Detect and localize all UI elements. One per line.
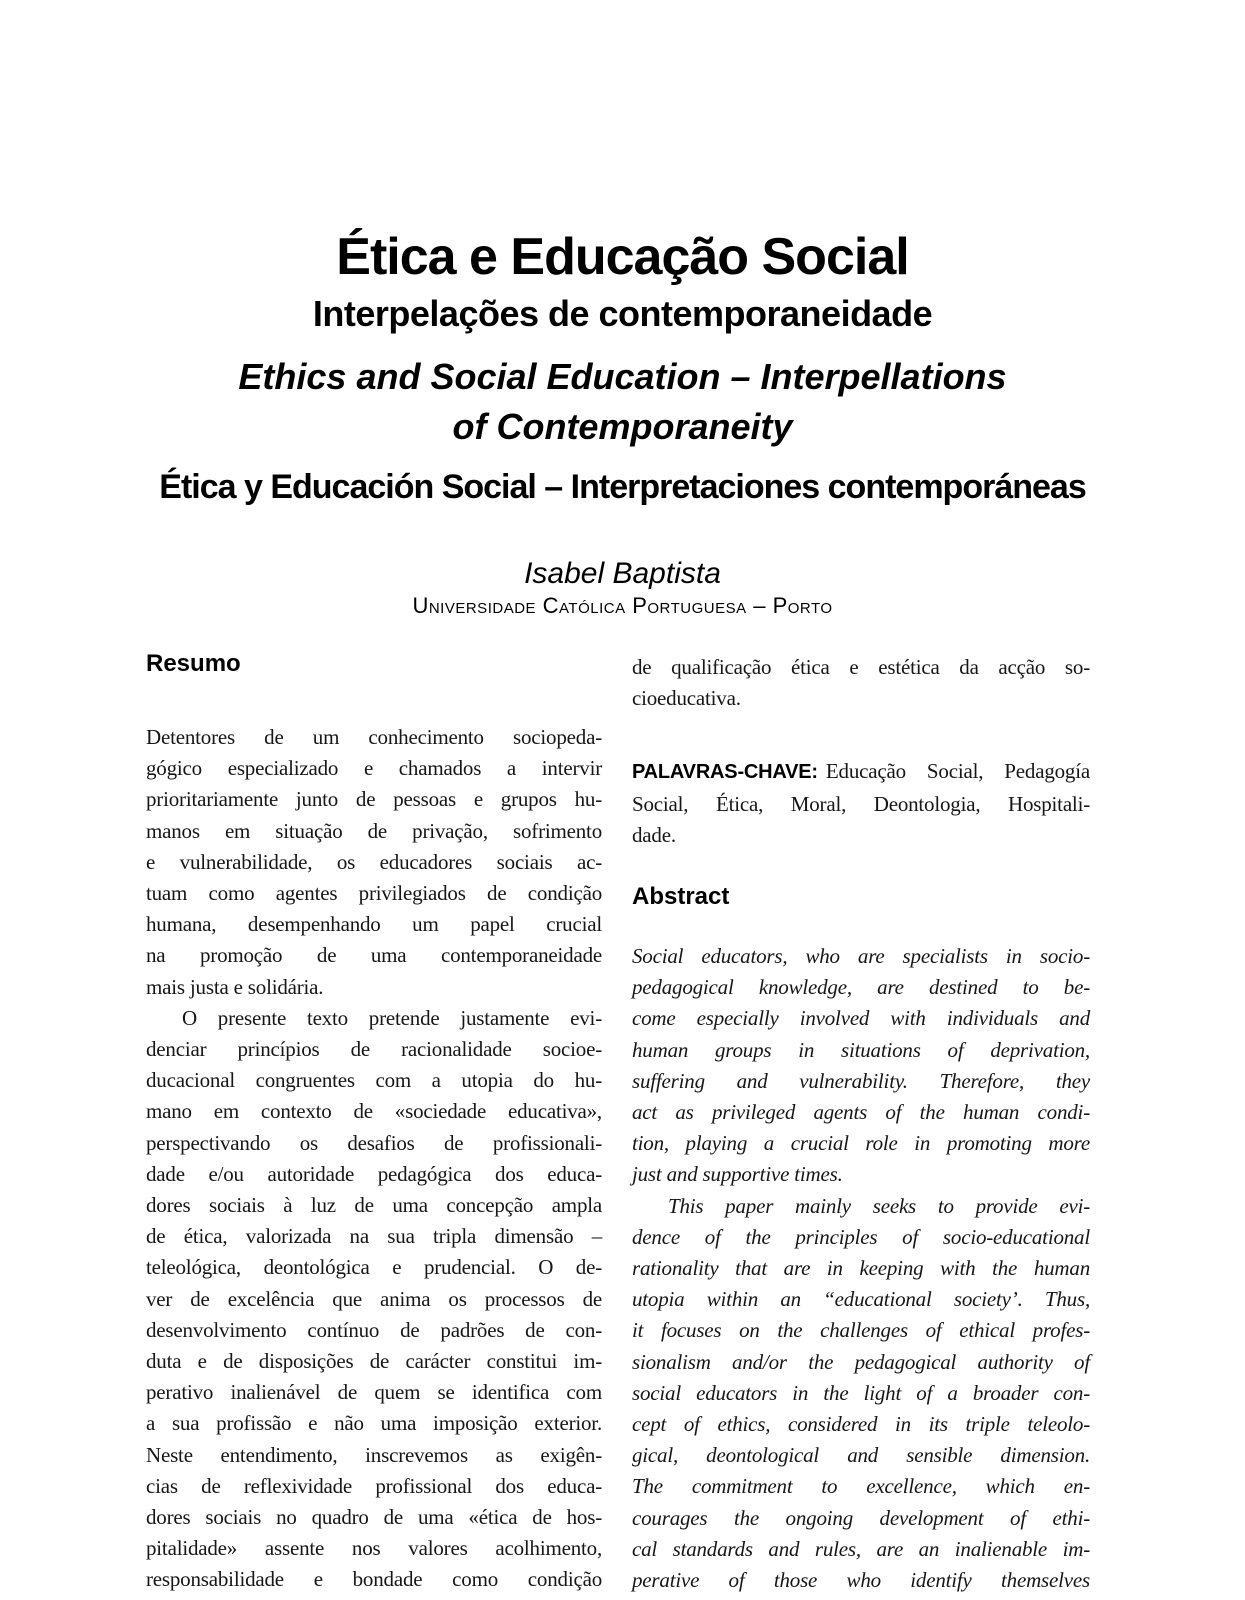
right-column <box>632 648 1090 1596</box>
abstract-heading: Abstract <box>632 883 730 911</box>
text-line: de ética, valorizada na sua tripla dimensão – <box>146 1224 602 1249</box>
text-line: This paper mainly seeks to provide evi- <box>668 1193 1090 1218</box>
text-line: prioritariamente junto de pessoas e grupos hu- <box>146 787 602 812</box>
keywords-rest-lines <box>632 789 1090 851</box>
text-line: dores sociais no quadro de uma «ética de hos- <box>146 1505 602 1530</box>
text-line: gógico especializado e chamados a intervir <box>146 756 602 781</box>
title-block <box>0 0 1245 619</box>
text-line: pitalidade» assente nos valores acolhimento, <box>146 1536 602 1561</box>
text-line: dence of the principles of socio-educational <box>632 1224 1090 1249</box>
text-line: cioeducativa. <box>632 686 741 711</box>
text-line: it focuses on the challenges of ethical profes- <box>632 1318 1090 1343</box>
text-line: perative of those who identify themselves <box>632 1568 1090 1593</box>
text-line: Detentores de um conhecimento sociopeda- <box>146 725 602 749</box>
text-line: denciar princípios de racionalidade socioe- <box>146 1037 602 1062</box>
resumo-heading: Resumo <box>146 650 241 677</box>
title-spanish: Ética y Educación Social – Interpretaciones contemporáneas <box>159 468 1086 506</box>
text-line: pedagogical knowledge, are destined to be- <box>632 975 1090 1000</box>
text-line: mano em contexto de «sociedade educativa», <box>146 1099 602 1124</box>
continuation-paragraph <box>632 652 1090 714</box>
title-english-line1: Ethics and Social Education – Interpellations <box>238 356 1007 397</box>
text-line: mais justa e solidária. <box>146 974 324 999</box>
text-line: ducacional congruentes com a utopia do hu- <box>146 1068 602 1093</box>
text-line: humana, desempenhando um papel crucial <box>146 912 602 937</box>
author-affiliation: Universidade Católica Portuguesa – Porto <box>412 593 833 618</box>
text-line: sionalism and/or the pedagogical authority of <box>632 1349 1090 1374</box>
text-line: ver de excelência que anima os processos de <box>146 1286 602 1311</box>
text-line: just and supportive times. <box>632 1162 843 1187</box>
text-line: duta e de disposições de carácter constitui im- <box>146 1349 602 1374</box>
text-line: Social educators, who are specialists in socio- <box>632 944 1090 969</box>
text-line: Social, Ética, Moral, Deontologia, Hospitali- <box>632 791 1090 816</box>
text-line: e vulnerabilidade, os educadores sociais ac- <box>146 849 602 874</box>
text-line: responsabilidade e bondade como condição <box>146 1567 602 1592</box>
text-line: Neste entendimento, inscrevemos as exigên- <box>146 1442 602 1467</box>
resumo-paragraph-1 <box>146 722 602 1003</box>
abstract-paragraph-1 <box>632 941 1090 1191</box>
text-line: courages the ongoing development of ethi- <box>632 1505 1090 1530</box>
text-line: tion, playing a crucial role in promoting more <box>632 1131 1090 1156</box>
keywords-line-1 <box>632 756 1090 788</box>
text-line: dores sociais à luz de uma concepção ampla <box>146 1193 602 1218</box>
text-line: teleológica, deontológica e prudencial. O de- <box>146 1255 602 1280</box>
text-line: tuam como agentes privilegiados de condição <box>146 881 602 906</box>
text-line: social educators in the light of a broader con- <box>632 1380 1090 1405</box>
text-line: manos em situação de privação, sofrimento <box>146 818 602 843</box>
resumo-paragraph-2 <box>146 1003 602 1596</box>
text-line: utopia within an “educational society’. Thus, <box>632 1287 1090 1312</box>
text-line: O presente texto pretende justamente evi- <box>182 1005 602 1030</box>
text-line: a sua profissão e não uma imposição exterior. <box>146 1411 602 1436</box>
text-line: perspectivando os desafios de profissionali- <box>146 1130 602 1155</box>
keywords-first-line-text: Educação Social, Pedagogía <box>825 759 1090 784</box>
title-english <box>0 352 1245 452</box>
text-line: suffering and vulnerability. Therefore, they <box>632 1068 1090 1093</box>
text-line: na promoção de uma contemporaneidade <box>146 943 602 968</box>
text-line: gical, deontological and sensible dimension. <box>632 1443 1090 1468</box>
text-line: perativo inalienável de quem se identifica com <box>146 1380 602 1405</box>
title-portuguese: Ética e Educação Social <box>336 228 909 286</box>
text-line: rationality that are in keeping with the human <box>632 1256 1090 1281</box>
text-line: de qualificação ética e estética da acção so- <box>632 655 1090 679</box>
text-line: desenvolvimento contínuo de padrões de con- <box>146 1317 602 1342</box>
text-line: The commitment to excellence, which en- <box>632 1474 1090 1499</box>
keywords-label: PALAVRAS-CHAVE: <box>632 761 818 784</box>
subtitle-portuguese: Interpelações de contemporaneidade <box>312 293 933 334</box>
text-line: cal standards and rules, are an inalienable im- <box>632 1536 1090 1561</box>
text-line: dade e/ou autoridade pedagógica dos educa- <box>146 1161 602 1186</box>
text-line: come especially involved with individuals and <box>632 1006 1090 1031</box>
text-line: cias de reflexividade profissional dos educa- <box>146 1473 602 1498</box>
text-line: dade. <box>632 822 676 847</box>
abstract-paragraph-2 <box>632 1191 1090 1597</box>
text-line: human groups in situations of deprivation, <box>632 1037 1090 1062</box>
author-name: Isabel Baptista <box>524 557 721 590</box>
text-line: act as privileged agents of the human condi- <box>632 1100 1090 1125</box>
keywords-paragraph <box>632 756 1090 851</box>
left-column <box>146 648 602 1596</box>
title-english-line2: of Contemporaneity <box>452 406 793 447</box>
text-line: cept of ethics, considered in its triple teleolo- <box>632 1412 1090 1437</box>
